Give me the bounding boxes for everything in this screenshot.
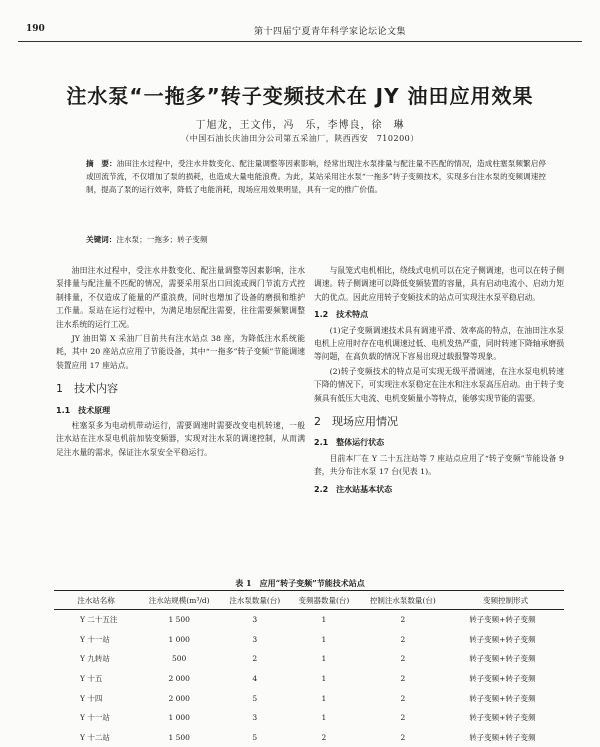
stations-table (54, 590, 564, 747)
table-cell: 1 (289, 649, 358, 669)
paragraph: 油田注水过程中，受注水井数变化、配注量调整等因素影响，注水泵排量与配注量不匹配的情况，需要采用泵出口回流或阀门节流方式控制排量，不仅造成了能量的严重浪费，同时也增加了设备的磨损和维护工作量。泵站在运行过程中，为满足地层配注需要，往往需要频繁调整注水系统的运行工况。 (56, 264, 305, 331)
table-cell: 1 000 (138, 708, 220, 728)
abstract (86, 157, 546, 197)
table-cell: 转子变频+转子变频 (447, 688, 564, 708)
table-cell: 2 (220, 649, 289, 669)
table-cell: 2 000 (138, 688, 220, 708)
table-cell: 5 (220, 688, 289, 708)
table-cell: 2 (358, 610, 447, 630)
table-cell: 转子变频+转子变频 (447, 669, 564, 689)
table-cell: 500 (138, 649, 220, 669)
column-header: 注水站规模(m³/d) (138, 591, 220, 610)
table-header-row (54, 591, 564, 610)
subsection-heading: 1.1 技术原理 (56, 404, 305, 417)
paper-title: 注水泵“一拖多”转子变频技术在 JY 油田应用效果 (0, 80, 600, 109)
column-header: 注水泵数量(台) (220, 591, 289, 610)
table-cell: 2 (289, 728, 358, 747)
table-cell: 3 (220, 708, 289, 728)
table-row (54, 630, 564, 650)
table-cell: Y 九转站 (54, 649, 138, 669)
column-header: 变频控制形式 (447, 591, 564, 610)
subsection-heading: 2.2 注水站基本状态 (314, 483, 564, 496)
table-cell: 转子变频+转子变频 (447, 630, 564, 650)
keywords-text: 注水泵；一拖多；转子变频 (116, 235, 207, 244)
table-row (54, 688, 564, 708)
table-cell: 3 (220, 610, 289, 630)
table-cell: 5 (220, 728, 289, 747)
table-cell: 2 (358, 669, 447, 689)
column-header: 变频器数量(台) (289, 591, 358, 610)
table-cell: 2 (358, 688, 447, 708)
keywords-label: 关键词： (86, 235, 116, 244)
table-cell: 2 (358, 708, 447, 728)
table-cell: 转子变频+转子变频 (447, 708, 564, 728)
table-cell: Y 十五 (54, 669, 138, 689)
paragraph: JY 油田第 X 采油厂目前共有注水站点 38 座，为降低注水系统能耗，其中 20 座站点应用了节能设备，其中“一拖多”转子变频”节能调速装置应用 17 座站点。 (56, 332, 305, 372)
journal-title: 第十四届宁夏青年科学家论坛论文集 (254, 24, 406, 37)
table-cell: 2 (358, 630, 447, 650)
affiliation: （中国石油长庆油田分公司第五采油厂，陕西西安 710200） (0, 133, 600, 144)
right-column (314, 264, 564, 498)
table-row (54, 610, 564, 630)
header-rule (18, 41, 582, 42)
table-cell: 1 (289, 630, 358, 650)
abstract-label: 摘 要： (86, 159, 117, 168)
table-cell: Y 二十五注 (54, 610, 138, 630)
paragraph: (1)定子变频调速技术具有调速平滑、效率高的特点，在油田注水泵电机上应用时存在电机调速过低、电机发热严重，同时转速下降轴承磨损等问题，在高负载的情况下容易出现过载报警等现象。 (314, 324, 564, 364)
table-cell: 3 (220, 630, 289, 650)
table-body (54, 610, 564, 747)
table-cell: Y 十一站 (54, 708, 138, 728)
subsection-heading: 1.2 技术特点 (314, 308, 564, 321)
abstract-text: 油田注水过程中，受注水井数变化、配注量调整等因素影响，经常出现注水泵排量与配注量不匹配的情况，造成柱塞泵频繁启停或回流节流，不仅增加了泵的损耗，也造成大量电能浪费。为此，某站采用注水泵“一拖多”转子变频技术，实现多台注水泵的变频调速控制，提高了泵的运行效率，降低了电能消耗，现场应用效果明显，具有一定的推广价值。 (86, 159, 546, 194)
table-row (54, 728, 564, 747)
table-cell: 1 (289, 669, 358, 689)
table-cell: Y 十四 (54, 688, 138, 708)
column-header: 注水站名称 (54, 591, 138, 610)
table-cell: 4 (220, 669, 289, 689)
table-cell: 2 (358, 728, 447, 747)
table-cell: 2 (358, 649, 447, 669)
table-cell: Y 十二站 (54, 728, 138, 747)
table-row (54, 708, 564, 728)
left-column (56, 264, 305, 460)
subsection-heading: 2.1 整体运行状态 (314, 436, 564, 449)
paragraph: 与鼠笼式电机相比，绕线式电机可以在定子侧调速，也可以在转子侧调速。转子侧调速可以降低变频装置的容量，具有启动电流小、启动力矩大的优点。因此应用转子变频技术的站点可实现注水泵平稳启动。 (314, 264, 564, 304)
table-cell: 1 (289, 610, 358, 630)
table-cell: 1 (289, 688, 358, 708)
paragraph: 目前本厂在 Y 二十五注站等 7 座站点应用了“转子变频”节能设备 9 套，共分布注水泵 17 台(见表 1)。 (314, 452, 564, 479)
paragraph: (2)转子变频技术的特点是可实现无级平滑调速，在注水泵电机转速下降的情况下，可实现注水泵稳定在注水和注水泵高压启动。由于转子变频具有低压大电流、电机变频量小等特点，能够实现节能的需要。 (314, 365, 564, 405)
table-caption: 表 1 应用“转子变频”节能技术站点 (0, 578, 600, 589)
table-cell: 1 500 (138, 728, 220, 747)
table-cell: 转子变频+转子变频 (447, 649, 564, 669)
author-list: 丁旭龙，王文伟，冯 乐，李博良，徐 琳 (0, 116, 600, 131)
table-row (54, 669, 564, 689)
table-cell: 1 (289, 708, 358, 728)
table-cell: 1 500 (138, 610, 220, 630)
table-cell: 2 000 (138, 669, 220, 689)
table-cell: 1 000 (138, 630, 220, 650)
table-cell: Y 十一站 (54, 630, 138, 650)
section-heading: 2 现场应用情况 (314, 415, 564, 428)
page-number: 190 (26, 24, 45, 34)
paragraph: 柱塞泵多为电动机带动运行，需要调速时需要改变电机转速，一般注水站在注水泵电机前加装变频器，实现对注水泵的调速控制，从而满足注水量的需求，保证注水泵安全平稳运行。 (56, 419, 305, 459)
table-row (54, 649, 564, 669)
section-heading: 1 技术内容 (56, 382, 305, 395)
column-header: 控制注水泵数量(台) (358, 591, 447, 610)
keywords (86, 234, 546, 245)
table-cell: 转子变频+转子变频 (447, 728, 564, 747)
table-cell: 转子变频+转子变频 (447, 610, 564, 630)
running-header (26, 24, 582, 38)
